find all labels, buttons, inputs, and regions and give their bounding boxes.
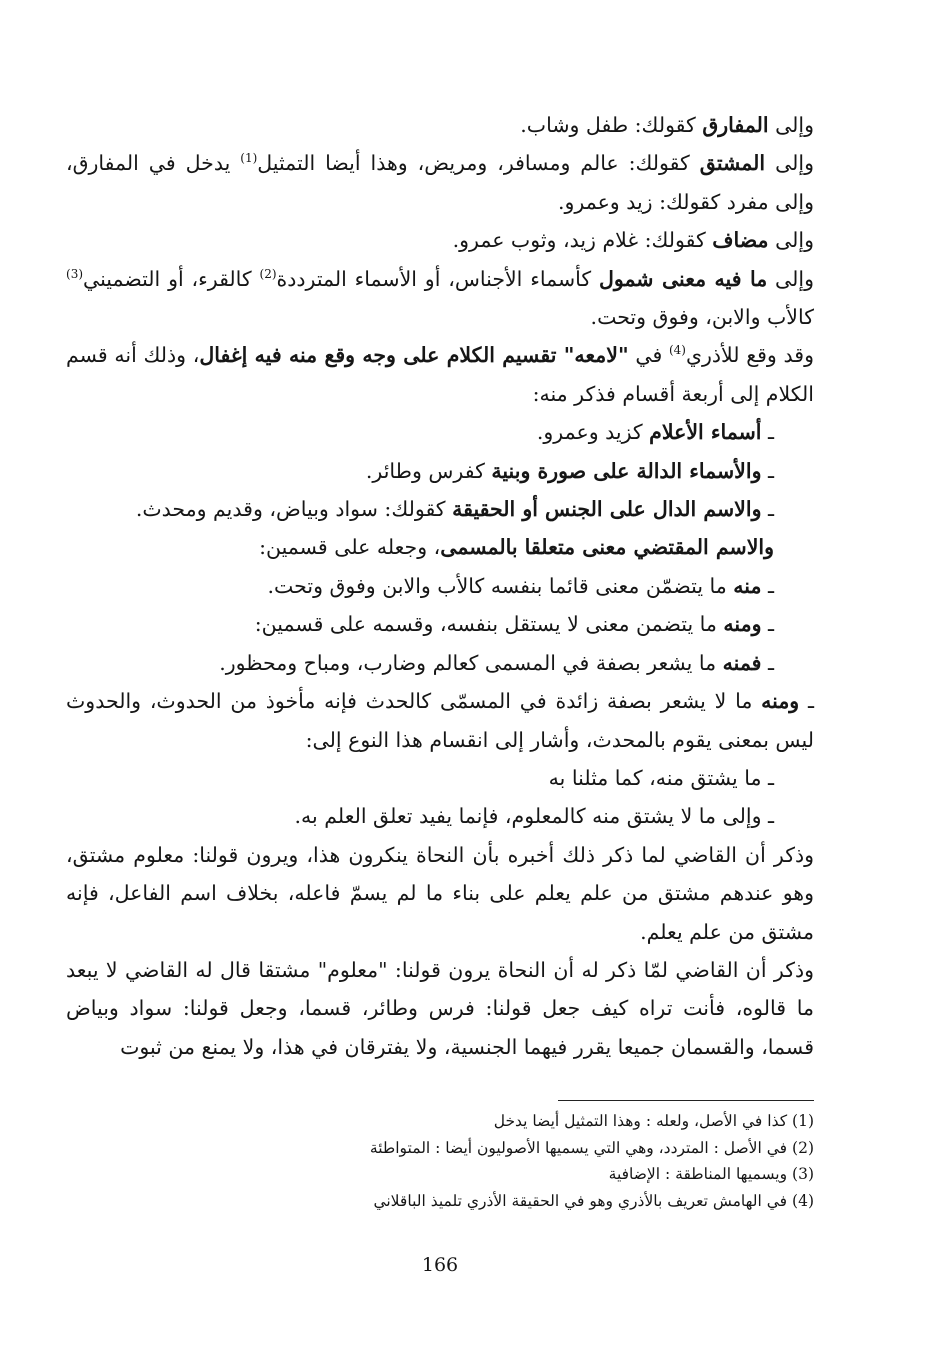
text-run: كقولك: طفل وشاب. <box>520 113 703 137</box>
paragraph <box>66 106 814 144</box>
text-run: ـ <box>761 650 774 675</box>
text-run: ، وذلك أنه قسم الكلام إلى أربعة أقسام فذكر منه: <box>66 343 814 406</box>
text-run: ـ <box>799 689 814 714</box>
bold-term: المشتق <box>699 151 766 176</box>
text-run: وذكر أن القاضي لما ذكر ذلك أخبره بأن النحاة ينكرون هذا، ويرون قولنا: معلوم مشتق، وهو عندهم مشتق من علم يعلم على بناء ما لم يسمّ فاعله، بخلاف اسم الفاعل، فإنه مشتق من علم يعلم. <box>66 842 814 944</box>
text-run: وإلى <box>765 151 814 176</box>
text-run: وذكر أن القاضي لمّا ذكر له أن النحاة يرون قولنا: "معلوم" مشتقا قال له القاضي لا يبعد ما قالوه، فأنت تراه كيف جعل قولنا: فرس وطائر، قسما، وجعل قولنا: سواد وبياض قسما، والقسمان جميعا يقرر فيهما الجنسية، ولا يفترقان في هذا، ولا يمنع من ثبوت <box>66 957 814 1059</box>
text-run: وإلى <box>768 228 814 253</box>
list-item <box>66 413 814 451</box>
footnote: (2) في الأصل : المتردد، وهي التي يسميها الأصوليون أيضا : المتواطئة <box>369 1138 814 1157</box>
bold-term: المفارق <box>702 113 769 137</box>
list-item <box>66 644 814 682</box>
bold-term: ومنه <box>761 689 800 714</box>
paragraph <box>66 221 814 259</box>
bold-term: "لامعه" تقسيم الكلام على وجه وقع منه فيه إغفال <box>199 343 629 368</box>
paragraph <box>66 836 814 951</box>
text-run: وقد وقع للأذري <box>685 343 815 368</box>
text-run: ـ <box>761 612 774 637</box>
list-item <box>66 682 814 759</box>
list-item <box>66 605 814 643</box>
footnote-marker: (2) <box>259 266 277 281</box>
text-run: ما يشعر بصفة في المسمى كعالم وضارب، ومباح ومحظور. <box>219 650 723 675</box>
text-run: كقولك: عالم ومسافر، ومريض، وهذا أيضا التمثيل <box>257 151 700 176</box>
text-run: ـ <box>761 458 774 483</box>
text-run: ـ ما يشتق منه، كما مثلنا به <box>548 765 774 790</box>
footnote: (3) ويسميها المناطقة : الإضافية <box>608 1165 814 1183</box>
text-run: وإلى <box>768 113 814 137</box>
paragraph <box>66 144 814 221</box>
bold-term: منه <box>733 573 762 598</box>
text-run: ـ <box>761 420 774 445</box>
text-run: كأسماء الأجناس، أو الأسماء المترددة <box>276 266 599 291</box>
paragraph <box>66 260 814 337</box>
text-run: كفرس وطائر. <box>365 458 492 483</box>
text-run: كالقرء، أو التضميني <box>83 266 260 291</box>
bold-term: أسماء الأعلام <box>649 420 762 445</box>
list-item <box>66 759 814 797</box>
bold-term: والاسم الدال على الجنس أو الحقيقة <box>452 497 762 522</box>
footnotes <box>66 1108 814 1214</box>
text-run: ـ وإلى ما لا يشتق منه كالمعلوم، فإنما يفيد تعلق العلم به. <box>294 804 774 829</box>
text-run: كزيد وعمرو. <box>536 420 650 445</box>
bold-term: والاسم المقتضي معنى متعلقا بالمسمى <box>440 535 774 560</box>
bold-term: والأسماء الدالة على صورة وبنية <box>491 458 762 483</box>
text-run: وإلى <box>767 266 814 291</box>
list-item <box>66 452 814 490</box>
footnote-marker: (3) <box>66 266 84 281</box>
footnote-divider <box>558 1100 814 1101</box>
text-run: في <box>628 343 669 368</box>
paragraph <box>66 951 814 1066</box>
footnote: (4) في الهامش تعريف بالأذري وهو في الحقيقة الأذري تلميذ الباقلاني <box>373 1191 814 1210</box>
bold-term: ومنه <box>723 612 762 637</box>
text-run: ما يتضمّن معنى قائما بنفسه كالأب والابن وفوق وتحت. <box>267 573 734 598</box>
bold-term: فمنه <box>722 650 762 675</box>
text-run: ما يتضمن معنى لا يستقل بنفسه، وقسمه على قسمين: <box>254 612 724 637</box>
paragraph <box>66 528 814 566</box>
text-run: ، وجعله على قسمين: <box>259 535 441 560</box>
text-run: كقولك: سواد وبياض، وقديم ومحدث. <box>135 497 453 522</box>
text-run: ما لا يشعر بصفة زائدة في المسمّى كالحدث فإنه مأخوذ من الحدوث، والحدوث ليس بمعنى يقوم بالمحدث، وأشار إلى انقسام هذا النوع إلى: <box>66 689 814 752</box>
book-page <box>66 106 814 1296</box>
main-text <box>66 106 814 1066</box>
page-number: 166 <box>421 1254 459 1276</box>
bold-term: ما فيه معنى شمول <box>598 266 768 291</box>
text-run: كالأب والابن، وفوق وتحت. <box>590 305 814 330</box>
list-item <box>66 567 814 605</box>
text-run: ـ <box>761 497 774 522</box>
text-run: كقولك: غلام زيد، وثوب عمرو. <box>452 228 713 253</box>
footnote-marker: (4) <box>668 343 686 358</box>
footnote-marker: (1) <box>240 151 258 166</box>
list-item <box>66 797 814 835</box>
list-item <box>66 490 814 528</box>
text-run: يدخل في المفارق، وإلى مفرد كقولك: زيد وعمرو. <box>66 151 814 214</box>
text-run: ـ <box>761 573 774 598</box>
footnote: (1) كذا في الأصل، ولعله : وهذا التمثيل أيضا يدخل <box>493 1112 814 1130</box>
paragraph <box>66 336 814 413</box>
bold-term: مضاف <box>712 228 769 253</box>
